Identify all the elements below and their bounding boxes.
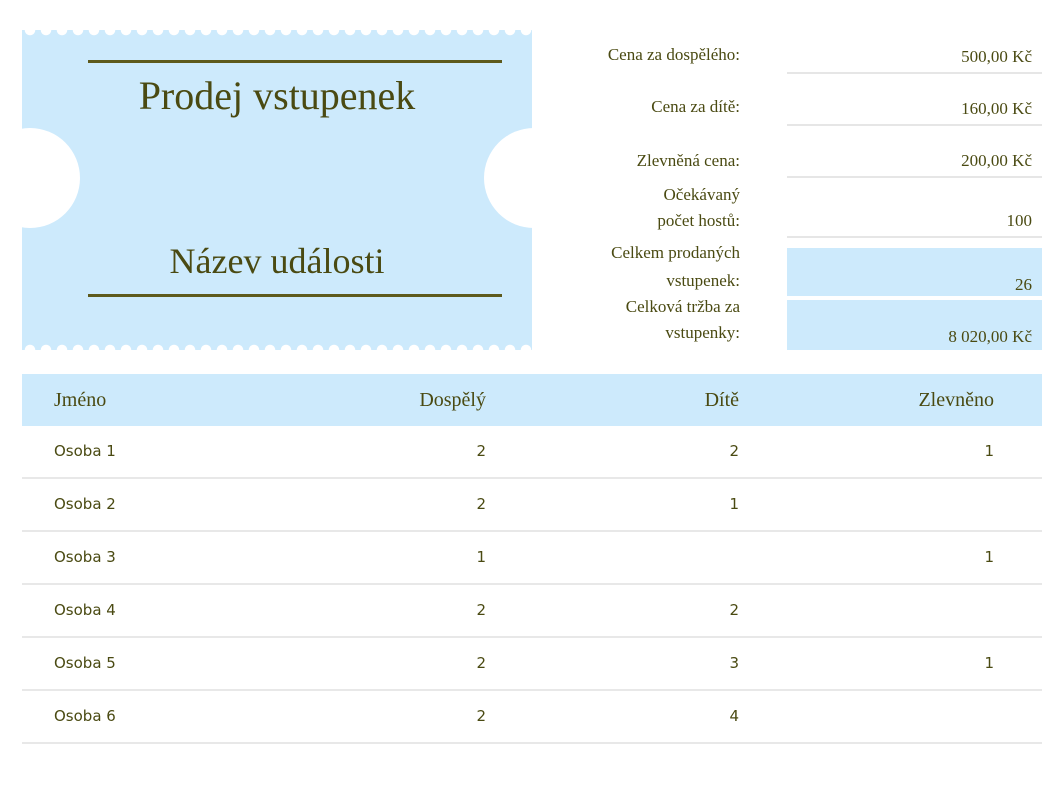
discount-price-value[interactable]: 200,00 Kč [787, 150, 1042, 178]
child-price-label: Cena za dítě: [651, 97, 740, 116]
child-price-value[interactable]: 160,00 Kč [787, 98, 1042, 126]
summary-expected-guests [560, 184, 1042, 238]
cell-child[interactable]: 2 [729, 442, 739, 460]
total-revenue-label-line2: vstupenky: [665, 323, 740, 342]
cell-name[interactable]: Osoba 5 [54, 654, 116, 672]
table-row [22, 585, 1042, 638]
summary-adult-price [560, 44, 1042, 74]
ticket-title[interactable]: Prodej vstupenek [138, 73, 416, 118]
cell-adult[interactable]: 2 [476, 442, 486, 460]
cell-name[interactable]: Osoba 3 [54, 548, 116, 566]
header-discounted[interactable]: Zlevněno [918, 389, 994, 411]
tickets-sold-label-line2: vstupenek: [666, 271, 740, 290]
table-row [22, 479, 1042, 532]
adult-price-label: Cena za dospělého: [607, 45, 740, 64]
discount-price-label: Zlevněná cena: [636, 151, 740, 170]
table-header [22, 374, 1042, 426]
header-name[interactable]: Jméno [54, 389, 107, 411]
ticket-rule-top [88, 60, 502, 63]
event-name[interactable]: Název události [169, 241, 385, 281]
cell-name[interactable]: Osoba 2 [54, 495, 116, 513]
expected-guests-label-line1: Očekávaný [663, 185, 740, 204]
cell-discounted[interactable]: 1 [984, 442, 994, 460]
cell-child[interactable]: 3 [729, 654, 739, 672]
cell-name[interactable]: Osoba 1 [54, 442, 116, 460]
cell-adult[interactable]: 2 [476, 495, 486, 513]
ticket-rule-bottom [88, 294, 502, 297]
expected-guests-label-line2: počet hostů: [657, 211, 740, 230]
header-adult[interactable]: Dospělý [419, 389, 486, 411]
table-row [22, 638, 1042, 691]
cell-child[interactable]: 1 [729, 495, 739, 513]
cell-adult[interactable]: 1 [476, 548, 486, 566]
ticket-notch-left [0, 128, 80, 228]
adult-price-value[interactable]: 500,00 Kč [787, 46, 1042, 74]
ticket-banner [22, 30, 532, 350]
tickets-sold-label-line1: Celkem prodaných [611, 243, 740, 262]
tickets-sold-value: 26 [787, 248, 1042, 296]
guest-table [22, 374, 1042, 744]
expected-guests-value[interactable]: 100 [787, 210, 1042, 238]
cell-discounted[interactable]: 1 [984, 548, 994, 566]
summary-tickets-sold [560, 242, 1042, 296]
cell-name[interactable]: Osoba 4 [54, 601, 116, 619]
cell-adult[interactable]: 2 [476, 654, 486, 672]
cell-adult[interactable]: 2 [476, 707, 486, 725]
summary-total-revenue [560, 296, 1042, 350]
table-row [22, 532, 1042, 585]
summary-child-price [560, 96, 1042, 126]
ticket-scalloped-edge-bottom [22, 340, 532, 350]
cell-discounted[interactable]: 1 [984, 654, 994, 672]
cell-child[interactable]: 2 [729, 601, 739, 619]
summary-discount-price [560, 150, 1042, 178]
cell-child[interactable]: 4 [729, 707, 739, 725]
table-row [22, 426, 1042, 479]
table-row [22, 691, 1042, 744]
total-revenue-label-line1: Celková tržba za [625, 297, 740, 316]
cell-adult[interactable]: 2 [476, 601, 486, 619]
total-revenue-value: 8 020,00 Kč [787, 300, 1042, 350]
header-child[interactable]: Dítě [704, 389, 739, 411]
cell-name[interactable]: Osoba 6 [54, 707, 116, 725]
ticket-scalloped-edge-top [22, 30, 532, 40]
